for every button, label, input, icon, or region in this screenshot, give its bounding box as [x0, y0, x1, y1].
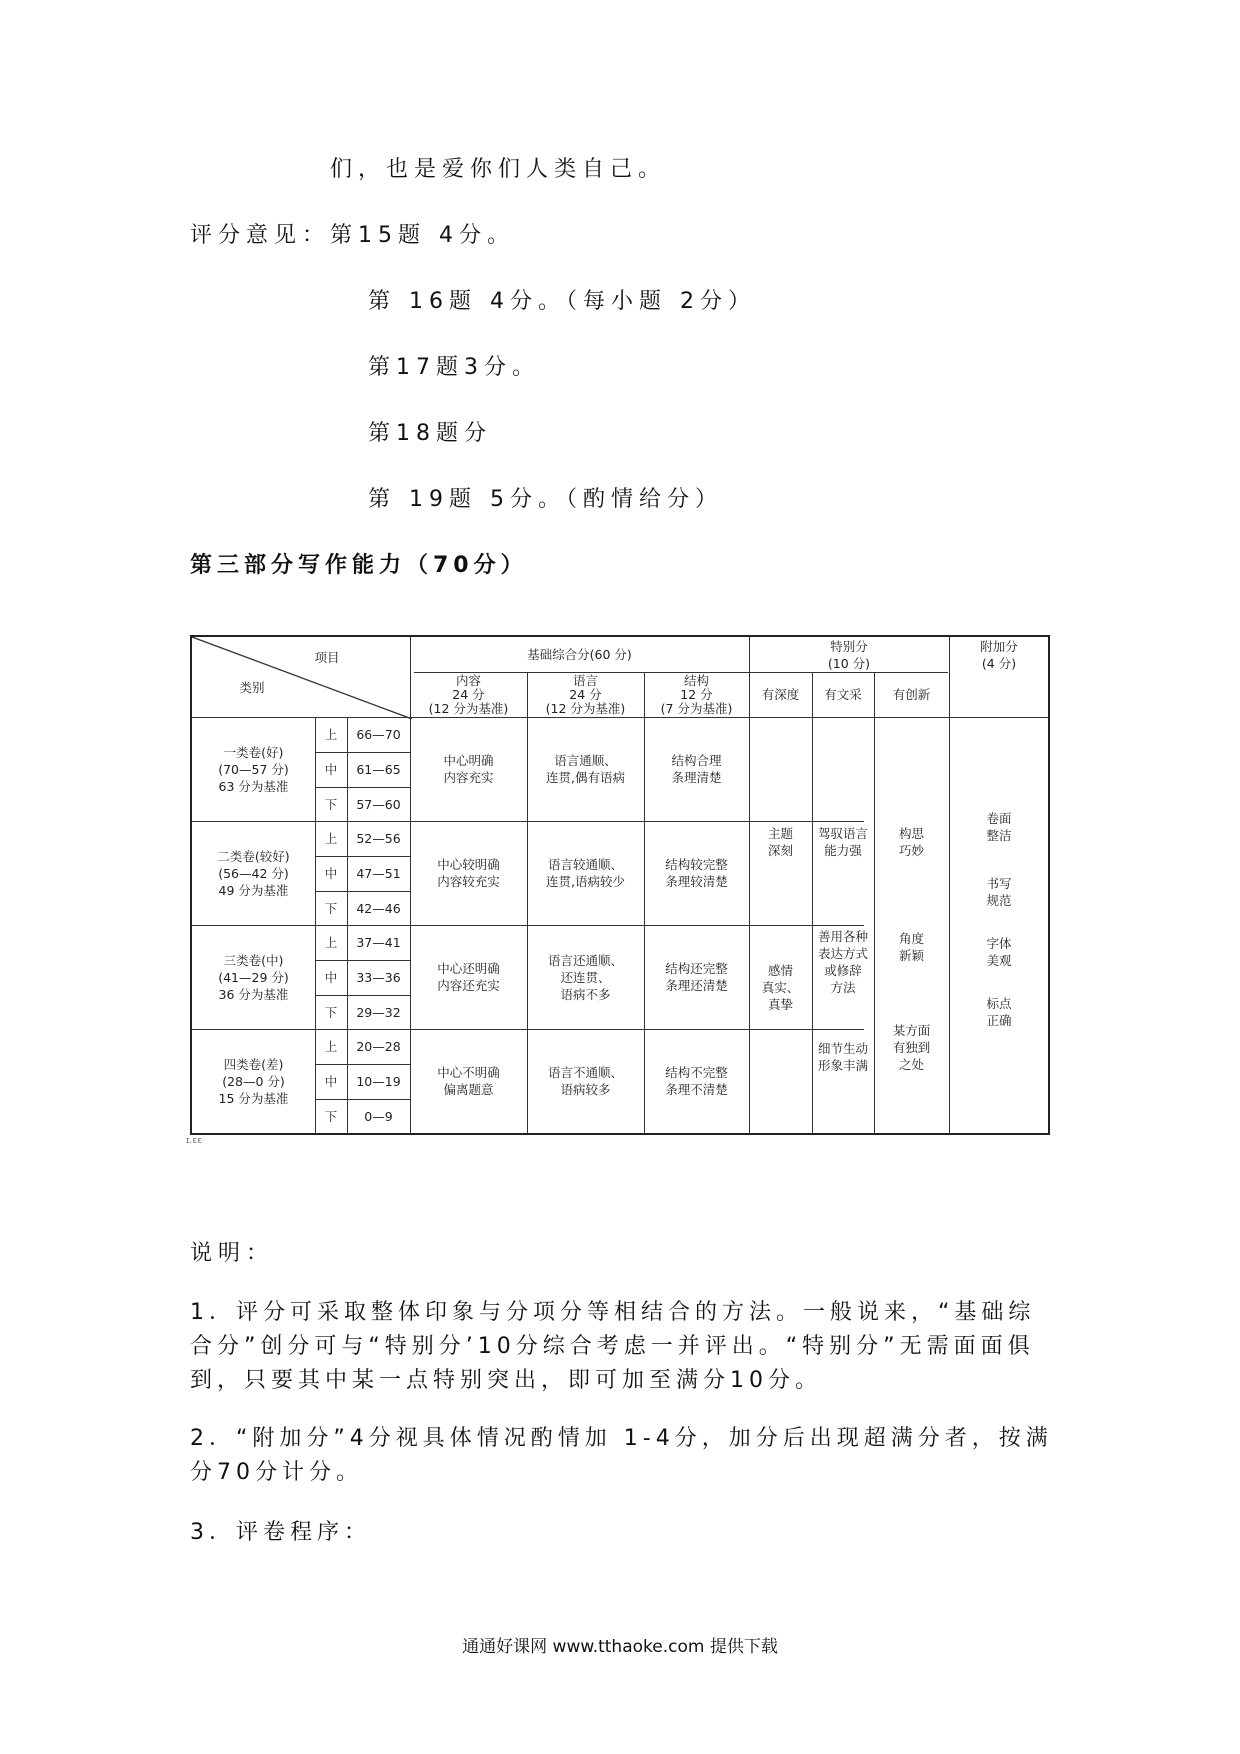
- scoring-q19: 第 19题 5分。（酌情给分）: [368, 487, 723, 512]
- content-criteria: 中心明确 内容充实: [443, 753, 494, 785]
- level-label: 上: [324, 727, 338, 742]
- innovation-criteria: 角度 新颖: [898, 931, 924, 963]
- level-label: 上: [324, 831, 338, 846]
- header-extra-score: 附加分 (4 分): [980, 638, 1018, 671]
- header-structure: 结构 12 分 (7 分为基准): [660, 672, 733, 716]
- extra-criteria: 标点 正确: [986, 996, 1012, 1028]
- score-range: 47—51: [356, 866, 401, 881]
- score-range: 37—41: [356, 935, 401, 950]
- literary-criteria: 善用各种 表达方式 或修辞 方法: [817, 929, 868, 995]
- score-range: 20—28: [356, 1039, 401, 1054]
- level-label: 下: [324, 796, 338, 812]
- note-2: 2．“附加分”4分视具体情况酌情加 1-4分，加分后出现超满分者，按满分70分计分。: [190, 1426, 1053, 1485]
- header-innovation: 有创新: [892, 687, 931, 702]
- extra-criteria: 卷面 整洁: [986, 811, 1012, 843]
- header-depth: 有深度: [761, 687, 800, 702]
- score-range: 29—32: [356, 1004, 401, 1020]
- score-range: 0—9: [364, 1108, 393, 1124]
- note-1: 1．评分可采取整体印象与分项分等相结合的方法。一般说来，“基础综合分”创分可与“特别分’10分综合考虑一并评出。“特别分”无需面面俱到，只要其中某一点特别突出，即可加至满分10分。: [190, 1300, 1036, 1393]
- corner-item-label: 项目: [314, 649, 340, 665]
- note-3: 3．评卷程序：: [190, 1520, 371, 1545]
- score-range: 33—36: [356, 970, 401, 985]
- page-footer: 通通好课网 www.tthaoke.com 提供下载: [462, 1637, 778, 1657]
- innovation-criteria: 构思 巧妙: [898, 826, 924, 858]
- notes-title: 说明：: [190, 1241, 275, 1266]
- score-range: 61—65: [356, 762, 401, 777]
- scoring-q17: 第17题3分。: [368, 355, 540, 380]
- level-label: 上: [324, 1039, 338, 1054]
- score-range: 42—46: [356, 900, 401, 916]
- score-range: 66—70: [356, 727, 401, 742]
- header-special-score: 特别分 (10 分): [827, 638, 871, 671]
- level-label: 中: [324, 1074, 338, 1089]
- corner-category-label: 类别: [239, 679, 265, 695]
- category-name: 三类卷(中) (41—29 分) 36 分为基准: [218, 952, 289, 1002]
- literary-criteria: 细节生动 形象丰满: [817, 1041, 868, 1073]
- structure-criteria: 结构较完整 条理较清楚: [665, 857, 728, 889]
- header-content: 内容 24 分 (12 分为基准): [428, 672, 509, 716]
- level-label: 上: [324, 935, 338, 950]
- language-criteria: 语言不通顺、 语病较多: [547, 1065, 623, 1097]
- header-literary: 有文采: [824, 687, 862, 702]
- scan-artifact: ɪ.ɛɛ: [186, 1136, 202, 1146]
- depth-criteria: 感情 真实、 真挚: [761, 962, 800, 1012]
- level-label: 下: [324, 900, 338, 916]
- structure-criteria: 结构不完整 条理不清楚: [665, 1065, 728, 1097]
- content-criteria: 中心不明确 偏离题意: [437, 1065, 500, 1097]
- level-label: 下: [324, 1108, 338, 1124]
- score-range: 52—56: [356, 831, 401, 846]
- level-label: 中: [324, 866, 338, 881]
- category-name: 一类卷(好) (70—57 分) 63 分为基准: [218, 744, 289, 794]
- depth-criteria: 主题 深刻: [767, 826, 793, 858]
- extra-criteria: 字体 美观: [986, 936, 1012, 968]
- score-range: 10—19: [356, 1074, 401, 1089]
- scoring-q18: 第18题分: [368, 421, 492, 446]
- scoring-intro: 评分意见：第15题 4分。: [190, 223, 515, 248]
- innovation-criteria: 某方面 有独到 之处: [892, 1022, 931, 1072]
- header-basic-score: 基础综合分(60 分): [527, 647, 632, 662]
- scoring-q16: 第 16题 4分。（每小题 2分）: [368, 289, 756, 314]
- language-criteria: 语言较通顺、 连贯,语病较少: [546, 857, 625, 889]
- level-label: 中: [324, 970, 338, 985]
- level-label: 中: [324, 762, 338, 777]
- extra-criteria: 书写 规范: [986, 876, 1012, 908]
- language-criteria: 语言还通顺、 还连贯、 语病不多: [547, 952, 623, 1002]
- score-range: 57—60: [356, 796, 401, 812]
- header-language: 语言 24 分 (12 分为基准): [545, 672, 626, 716]
- section-title: 第三部分写作能力（70分）: [190, 553, 528, 578]
- literary-criteria: 驾驭语言 能力强: [817, 826, 868, 858]
- category-name: 四类卷(差) (28—0 分) 15 分为基准: [218, 1056, 289, 1106]
- language-criteria: 语言通顺、 连贯,偶有语病: [546, 753, 625, 785]
- category-name: 二类卷(较好) (56—42 分) 49 分为基准: [217, 848, 290, 898]
- content-criteria: 中心较明确 内容较充实: [437, 857, 500, 889]
- structure-criteria: 结构还完整 条理还清楚: [665, 961, 728, 993]
- level-label: 下: [324, 1004, 338, 1020]
- structure-criteria: 结构合理 条理清楚: [671, 753, 722, 785]
- text-line-1: 们，也是爱你们人类自己。: [330, 157, 667, 182]
- scoring-table: [190, 635, 1050, 1135]
- content-criteria: 中心还明确 内容还充实: [437, 961, 500, 993]
